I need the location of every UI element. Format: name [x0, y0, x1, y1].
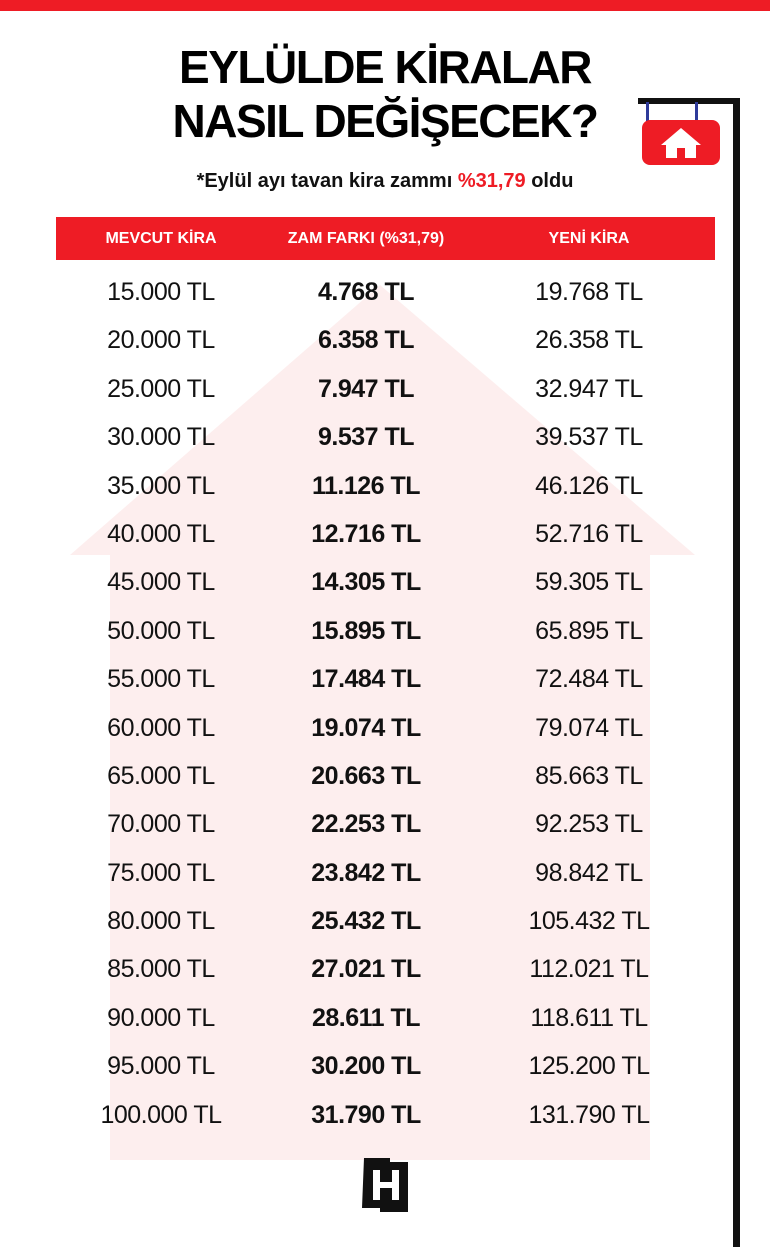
current-rent-cell: 80.000 TL	[107, 907, 215, 936]
header-current-rent: MEVCUT KİRA	[105, 230, 217, 247]
current-rent-cell: 25.000 TL	[107, 374, 215, 403]
current-rent-cell: 60.000 TL	[107, 713, 215, 742]
increase-cell: 7.947 TL	[317, 374, 415, 403]
subtitle-prefix: *Eylül ayı tavan kira zammı	[196, 170, 453, 192]
current-rent-cell: 50.000 TL	[107, 616, 215, 645]
new-rent-cell: 112.021 TL	[529, 955, 649, 984]
current-rent-cell: 65.000 TL	[107, 761, 215, 790]
new-rent-cell: 65.895 TL	[535, 616, 643, 645]
current-rent-cell: 100.000 TL	[100, 1100, 222, 1129]
table-row	[56, 510, 715, 558]
header-increase-amount: ZAM FARKI (%31,79)	[287, 230, 445, 247]
table-row	[56, 413, 715, 461]
increase-cell: 17.484 TL	[311, 665, 421, 694]
new-rent-cell: 85.663 TL	[535, 761, 643, 790]
increase-cell: 14.305 TL	[311, 568, 421, 597]
current-rent-cell: 95.000 TL	[107, 1052, 215, 1081]
new-rent-cell: 52.716 TL	[535, 519, 643, 548]
title-line-1: EYLÜLDE KİRALAR	[179, 41, 591, 93]
new-rent-cell: 32.947 TL	[535, 374, 643, 403]
table-row	[56, 558, 715, 606]
new-rent-cell: 46.126 TL	[535, 471, 643, 500]
new-rent-cell: 92.253 TL	[535, 810, 643, 839]
table-row	[56, 316, 715, 364]
new-rent-cell: 72.484 TL	[535, 665, 643, 694]
increase-cell: 11.126 TL	[311, 471, 421, 500]
table-row	[56, 752, 715, 800]
subtitle	[90, 170, 680, 193]
current-rent-cell: 15.000 TL	[107, 278, 215, 306]
current-rent-cell: 75.000 TL	[107, 858, 215, 887]
increase-cell: 27.021 TL	[311, 955, 421, 984]
new-rent-cell: 98.842 TL	[535, 858, 643, 887]
table-row	[56, 994, 715, 1042]
current-rent-cell: 40.000 TL	[107, 519, 215, 548]
current-rent-cell: 90.000 TL	[107, 1003, 215, 1032]
subtitle-suffix: oldu	[531, 170, 574, 192]
new-rent-cell: 105.432 TL	[528, 907, 650, 936]
new-rent-cell: 79.074 TL	[535, 713, 643, 742]
new-rent-cell: 19.768 TL	[535, 278, 643, 306]
increase-cell: 19.074 TL	[311, 713, 421, 742]
increase-cell: 12.716 TL	[311, 519, 421, 548]
header-new-rent: YENİ KİRA	[548, 230, 630, 247]
table-row	[56, 945, 715, 993]
table-row	[56, 800, 715, 848]
table-row	[56, 365, 715, 413]
table-row	[56, 655, 715, 703]
increase-cell: 15.895 TL	[311, 616, 421, 645]
table-row	[56, 462, 715, 510]
h-logo-icon	[356, 1156, 414, 1214]
table-row	[56, 704, 715, 752]
new-rent-cell: 131.790 TL	[528, 1100, 650, 1129]
table-row	[56, 1091, 715, 1139]
title-line-2: NASIL DEĞİŞECEK?	[172, 95, 598, 147]
increase-cell: 25.432 TL	[311, 907, 421, 936]
table-row	[56, 1042, 715, 1090]
increase-cell: 20.663 TL	[311, 761, 421, 790]
page-title	[90, 40, 680, 148]
increase-cell: 4.768 TL	[317, 278, 415, 306]
table-row	[56, 897, 715, 945]
table-row	[56, 849, 715, 897]
rent-table-body	[56, 268, 715, 1139]
increase-cell: 28.611 TL	[311, 1003, 421, 1032]
new-rent-cell: 59.305 TL	[535, 568, 643, 597]
current-rent-cell: 20.000 TL	[107, 326, 215, 355]
current-rent-cell: 45.000 TL	[107, 568, 215, 597]
new-rent-cell: 125.200 TL	[528, 1052, 650, 1081]
hanging-sign	[632, 96, 744, 1247]
current-rent-cell: 70.000 TL	[107, 810, 215, 839]
current-rent-cell: 55.000 TL	[107, 665, 215, 694]
current-rent-cell: 35.000 TL	[107, 471, 215, 500]
table-header	[56, 217, 715, 260]
increase-cell: 23.842 TL	[311, 858, 421, 887]
current-rent-cell: 85.000 TL	[107, 955, 215, 984]
increase-cell: 22.253 TL	[311, 810, 421, 839]
increase-cell: 31.790 TL	[311, 1100, 421, 1129]
subtitle-rate: %31,79	[457, 170, 526, 192]
new-rent-cell: 26.358 TL	[535, 326, 643, 355]
new-rent-cell: 118.611 TL	[530, 1003, 648, 1032]
increase-cell: 30.200 TL	[311, 1052, 421, 1081]
table-row	[56, 607, 715, 655]
increase-cell: 6.358 TL	[317, 326, 415, 355]
new-rent-cell: 39.537 TL	[535, 423, 643, 452]
increase-cell: 9.537 TL	[317, 423, 415, 452]
table-row	[56, 268, 715, 316]
current-rent-cell: 30.000 TL	[107, 423, 215, 452]
